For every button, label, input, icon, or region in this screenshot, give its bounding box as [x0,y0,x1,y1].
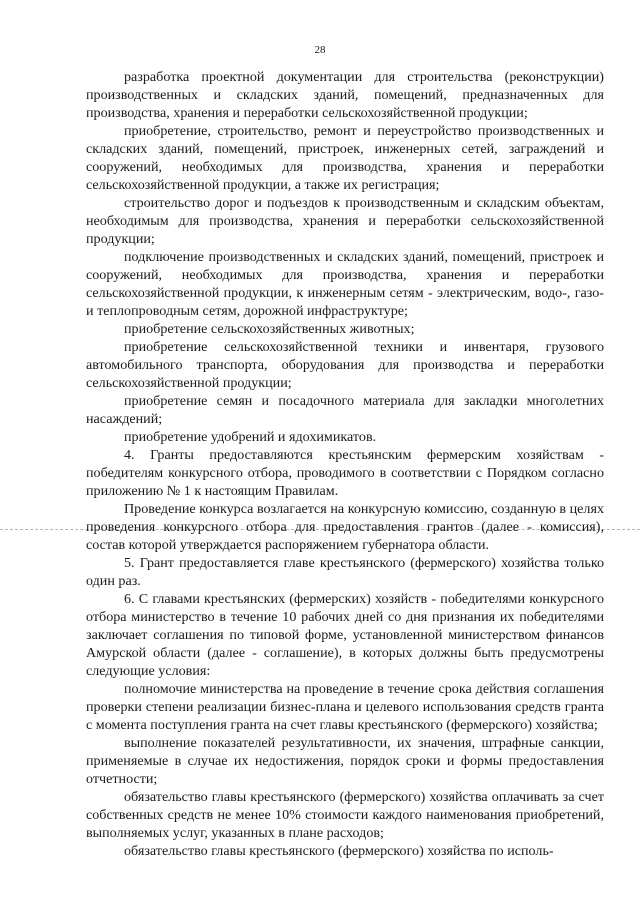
paragraph: выполнение показателей результативности, их значения, штрафные санкции, применяемые в случае их недостижения, порядок сроки и формы предоставления отчетности; [86,735,604,787]
paragraph: приобретение семян и посадочного материала для закладки многолетних насаждений; [86,393,604,427]
page-number: 28 [314,44,326,56]
paragraph: приобретение, строительство, ремонт и переустройство производственных и складских зданий, помещений, пристроек, инженерных сетей, заграждений и сооружений, необходимых для производства, хранения и переработки сельскохозяйственной продукции, а также их регистрация; [86,123,604,193]
paragraph: приобретение удобрений и ядохимикатов. [124,429,377,445]
paragraph: полномочие министерства на проведение в течение срока действия соглашения проверки степени реализации бизнес-плана и целевого использования средств гранта с момента поступления гранта на счет главы крестьянского (фермерского) хозяйства; [86,681,604,733]
paragraph: строительство дорог и подъездов к производственным и складским объектам, необходимым для производства, хранения и переработки сельскохозяйственной продукции; [86,195,604,247]
paragraph: обязательство главы крестьянского (фермерского) хозяйства по исполь- [124,843,554,859]
paragraph: 6. С главами крестьянских (фермерских) хозяйств - победителями конкурсного отбора министерство в течение 10 рабочих дней со дня признания их победителями заключает соглашения по типовой форме, установленной министерством финансов Амурской области (далее - соглашение), в которых должны быть предусмотрены следующие условия: [86,591,604,679]
paragraph: Проведение конкурса возлагается на конкурсную комиссию, созданную в целях проведения конкурсного отбора для предоставления грантов (далее - комиссия), состав которой утверждается распоряжением губернатора области. [86,501,604,553]
paragraph: обязательство главы крестьянского (фермерского) хозяйства оплачивать за счет собственных средств не менее 10% стоимости каждого наименования приобретений, выполняемых услуг, указанных в плане расходов; [86,789,604,841]
document-body [86,68,604,860]
paragraph: приобретение сельскохозяйственных животных; [124,321,415,337]
paragraph: 5. Грант предоставляется главе крестьянского (фермерского) хозяйства только один раз. [86,555,604,589]
paragraph: подключение производственных и складских зданий, помещений, пристроек и сооружений, необходимых для производства, хранения и переработки сельскохозяйственной продукции, к инженерным сетям - электрическим, водо-, газо- и теплопроводным сетям, дорожной инфраструктуре; [86,249,604,319]
paragraph: приобретение сельскохозяйственной техники и инвентаря, грузового автомобильного транспорта, оборудования для производства и переработки сельскохозяйственной продукции; [86,339,604,391]
paragraph: разработка проектной документации для строительства (реконструкции) производственных и складских зданий, помещений, предназначенных для производства, хранения и переработки сельскохозяйственной продукции; [86,69,604,121]
paragraph: 4. Гранты предоставляются крестьянским фермерским хозяйствам - победителям конкурсного отбора, проводимого в соответствии с Порядком согласно приложению № 1 к настоящим Правилам. [86,447,604,499]
